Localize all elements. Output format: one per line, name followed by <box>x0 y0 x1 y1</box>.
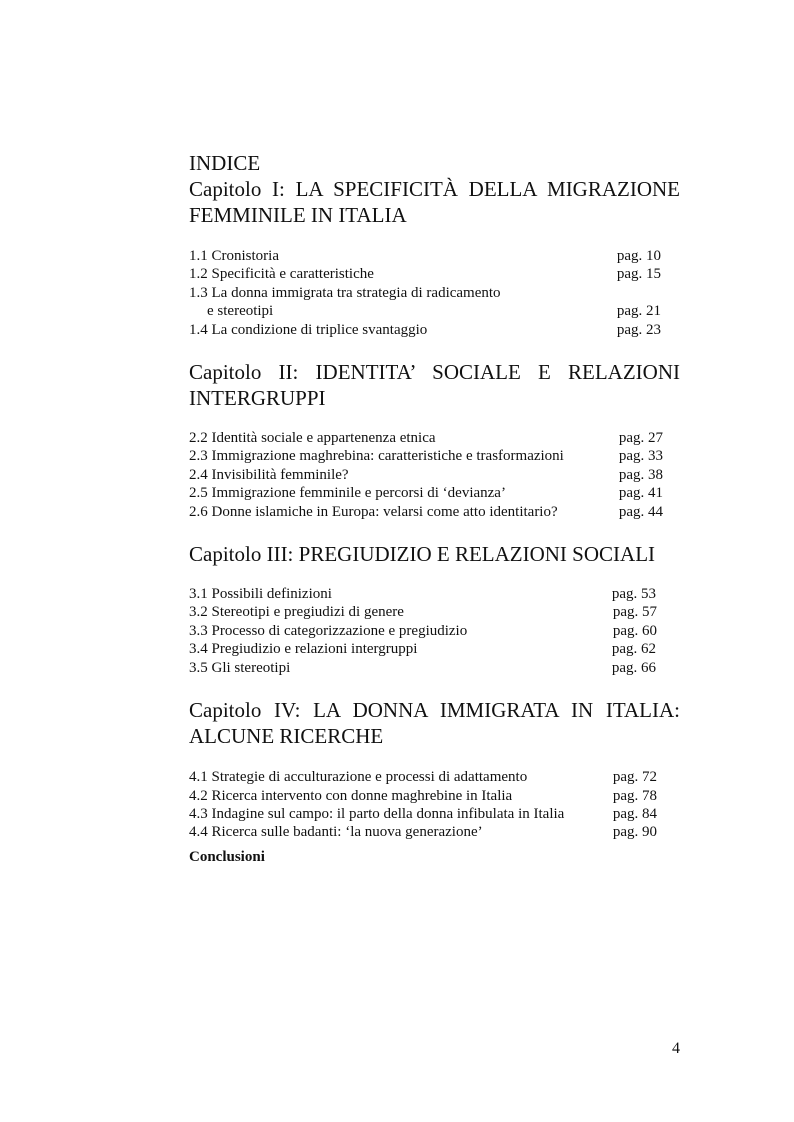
entry-label: 2.5 Immigrazione femminile e percorsi di ‘devianza’ <box>189 485 506 502</box>
conclusions-heading[interactable]: Conclusioni <box>189 848 265 865</box>
toc-entry[interactable] <box>189 768 680 786</box>
chapter-entries <box>189 247 680 339</box>
chapter-title <box>189 359 680 411</box>
entry-page: pag. 84 <box>612 805 657 822</box>
chapter-title-line: Capitolo II: IDENTITA’ SOCIALE E RELAZIONI <box>189 360 680 385</box>
toc-entry[interactable] <box>189 805 680 823</box>
entry-label: 2.4 Invisibilità femminile? <box>189 466 349 483</box>
chapter-entries <box>189 429 680 521</box>
toc-entry[interactable] <box>189 659 680 677</box>
entry-page: pag. 38 <box>618 466 663 483</box>
entry-label: 3.3 Processo di categorizzazione e pregiudizio <box>189 622 468 639</box>
chapter-title-line: Capitolo IV: LA DONNA IMMIGRATA IN ITALIA: <box>189 698 680 723</box>
entry-label-line: 1.3 La donna immigrata tra strategia di radicamento <box>189 284 501 301</box>
toc-entry[interactable] <box>189 640 680 658</box>
chapter-title-line: INTERGRUPPI <box>189 386 326 411</box>
entry-label: 4.1 Strategie di acculturazione e processi di adattamento <box>189 769 528 786</box>
toc-entry[interactable] <box>189 823 680 841</box>
chapter-title <box>189 541 680 567</box>
toc-entry[interactable] <box>189 484 680 502</box>
entry-label-continuation: e stereotipi <box>207 303 274 320</box>
entry-label: 1.4 La condizione di triplice svantaggio <box>189 321 428 338</box>
entry-label: 1.2 Specificità e caratteristiche <box>189 266 374 283</box>
entry-page: pag. 53 <box>611 586 656 603</box>
chapter-title-line: ALCUNE RICERCHE <box>189 724 384 749</box>
toc-entry[interactable] <box>189 265 680 283</box>
page-number: 4 <box>672 1040 680 1057</box>
chapter-title-line: Capitolo III: PREGIUDIZIO E RELAZIONI SOCIALI <box>189 542 656 567</box>
table-of-contents <box>189 150 680 866</box>
entry-label: 4.4 Ricerca sulle badanti: ‘la nuova generazione’ <box>189 824 483 841</box>
entry-page: pag. 15 <box>616 266 661 283</box>
entry-page: pag. 27 <box>618 430 663 447</box>
toc-entry[interactable] <box>189 503 680 521</box>
entry-label: 3.2 Stereotipi e pregiudizi di genere <box>189 604 404 621</box>
chapter-entries <box>189 585 680 677</box>
toc-entry[interactable] <box>189 585 680 603</box>
entry-label: 4.3 Indagine sul campo: il parto della donna infibulata in Italia <box>189 805 565 822</box>
entry-label: 3.5 Gli stereotipi <box>189 659 291 676</box>
toc-entry[interactable] <box>189 447 680 465</box>
entry-page: pag. 72 <box>612 769 657 786</box>
chapter-1 <box>189 176 680 339</box>
entry-page: pag. 90 <box>612 824 657 841</box>
toc-entry[interactable] <box>189 466 680 484</box>
entry-page: pag. 57 <box>612 604 657 621</box>
toc-entry[interactable] <box>189 603 680 621</box>
entry-page: pag. 33 <box>618 448 663 465</box>
chapter-3 <box>189 541 680 677</box>
entry-label: 3.1 Possibili definizioni <box>189 586 332 603</box>
entry-page: pag. 78 <box>612 787 657 804</box>
entry-label <box>189 284 501 321</box>
chapter-title-line: FEMMINILE IN ITALIA <box>189 203 407 227</box>
toc-entry[interactable] <box>189 787 680 805</box>
chapter-4 <box>189 697 680 842</box>
entry-label: 4.2 Ricerca intervento con donne maghrebine in Italia <box>189 787 513 804</box>
toc-entry[interactable] <box>189 247 680 265</box>
entry-page: pag. 66 <box>611 659 656 676</box>
toc-entry[interactable] <box>189 321 680 339</box>
entry-label: 2.6 Donne islamiche in Europa: velarsi come atto identitario? <box>189 503 558 520</box>
chapter-title-line: Capitolo I: LA SPECIFICITÀ DELLA MIGRAZIONE <box>189 177 680 201</box>
chapter-entries <box>189 768 680 842</box>
toc-entry[interactable] <box>189 429 680 447</box>
entry-page: pag. 10 <box>616 248 661 264</box>
entry-label: 3.4 Pregiudizio e relazioni intergruppi <box>189 641 418 658</box>
entry-label: 2.3 Immigrazione maghrebina: caratteristiche e trasformazioni <box>189 448 564 465</box>
toc-entry[interactable] <box>189 622 680 640</box>
chapter-title <box>189 176 680 228</box>
toc-entry[interactable] <box>189 284 680 321</box>
index-title: INDICE <box>189 151 261 175</box>
entry-page: pag. 60 <box>612 622 657 639</box>
entry-page: pag. 62 <box>611 641 656 658</box>
entry-label: 2.2 Identità sociale e appartenenza etnica <box>189 430 436 447</box>
entry-page: pag. 41 <box>618 485 663 502</box>
entry-label: 1.1 Cronistoria <box>189 248 279 264</box>
chapter-title <box>189 697 680 749</box>
entry-page: pag. 21 <box>616 303 661 320</box>
entry-page: pag. 44 <box>618 503 663 520</box>
chapter-2 <box>189 359 680 521</box>
entry-page: pag. 23 <box>616 321 661 338</box>
